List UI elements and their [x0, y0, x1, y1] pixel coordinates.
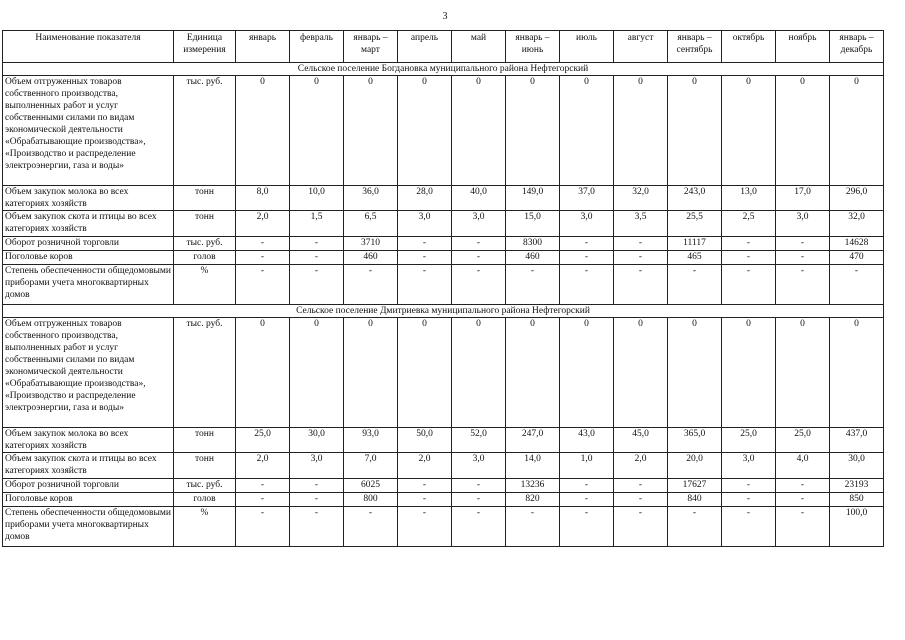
value-cell: 0 [776, 76, 830, 186]
value-cell: 93,0 [344, 428, 398, 453]
value-cell: - [722, 479, 776, 493]
value-cell: 0 [560, 76, 614, 186]
value-cell: - [344, 507, 398, 547]
header-month: август [614, 31, 668, 63]
value-cell: 32,0 [830, 211, 884, 237]
indicator-unit: тыс. руб. [174, 479, 236, 493]
table-body [3, 63, 884, 547]
table-row [3, 237, 884, 251]
indicator-unit: тыс. руб. [174, 237, 236, 251]
value-cell: 0 [560, 318, 614, 428]
value-cell: - [614, 265, 668, 305]
header-month: январь – сентябрь [668, 31, 722, 63]
header-month: июль [560, 31, 614, 63]
value-cell: 11117 [668, 237, 722, 251]
value-cell: - [776, 265, 830, 305]
value-cell: 460 [506, 251, 560, 265]
value-cell: 3710 [344, 237, 398, 251]
value-cell: 0 [614, 76, 668, 186]
value-cell: 40,0 [452, 186, 506, 211]
value-cell: - [668, 265, 722, 305]
value-cell: 2,0 [614, 453, 668, 479]
value-cell: 7,0 [344, 453, 398, 479]
value-cell: 0 [614, 318, 668, 428]
value-cell: 25,0 [776, 428, 830, 453]
indicator-name: Объем закупок скота и птицы во всех категориях хозяйств [3, 453, 174, 479]
value-cell: 0 [344, 76, 398, 186]
value-cell: 465 [668, 251, 722, 265]
indicator-unit: голов [174, 251, 236, 265]
value-cell: 50,0 [398, 428, 452, 453]
value-cell: - [560, 507, 614, 547]
value-cell: 3,0 [452, 453, 506, 479]
value-cell: 2,0 [398, 453, 452, 479]
value-cell: - [452, 479, 506, 493]
value-cell: 25,0 [236, 428, 290, 453]
value-cell: - [236, 265, 290, 305]
value-cell: 8300 [506, 237, 560, 251]
value-cell: 17,0 [776, 186, 830, 211]
table-row [3, 186, 884, 211]
value-cell: 0 [830, 318, 884, 428]
table-row [3, 251, 884, 265]
value-cell: 37,0 [560, 186, 614, 211]
value-cell: - [668, 507, 722, 547]
value-cell: 365,0 [668, 428, 722, 453]
value-cell: 149,0 [506, 186, 560, 211]
indicator-name: Поголовье коров [3, 493, 174, 507]
value-cell: 28,0 [398, 186, 452, 211]
value-cell: 470 [830, 251, 884, 265]
value-cell: 43,0 [560, 428, 614, 453]
value-cell: - [722, 251, 776, 265]
value-cell: 30,0 [830, 453, 884, 479]
value-cell: 32,0 [614, 186, 668, 211]
value-cell: 13236 [506, 479, 560, 493]
value-cell: 3,0 [560, 211, 614, 237]
table-row [3, 211, 884, 237]
value-cell: - [398, 507, 452, 547]
value-cell: 0 [506, 318, 560, 428]
value-cell: 13,0 [722, 186, 776, 211]
value-cell: 17627 [668, 479, 722, 493]
value-cell: 0 [776, 318, 830, 428]
indicator-unit: тыс. руб. [174, 76, 236, 186]
value-cell: 10,0 [290, 186, 344, 211]
value-cell: 437,0 [830, 428, 884, 453]
value-cell: 0 [236, 76, 290, 186]
value-cell: 840 [668, 493, 722, 507]
value-cell: 820 [506, 493, 560, 507]
value-cell: 100,0 [830, 507, 884, 547]
indicator-name: Степень обеспеченности общедомовыми приборами учета многоквартирных домов [3, 507, 174, 547]
value-cell: 243,0 [668, 186, 722, 211]
value-cell: 2,0 [236, 211, 290, 237]
value-cell: - [776, 507, 830, 547]
indicator-name: Объем закупок молока во всех категориях хозяйств [3, 428, 174, 453]
table-header-row [3, 31, 884, 63]
value-cell: - [452, 237, 506, 251]
value-cell: 0 [506, 76, 560, 186]
value-cell: 247,0 [506, 428, 560, 453]
value-cell: 1,0 [560, 453, 614, 479]
value-cell: 25,5 [668, 211, 722, 237]
indicator-unit: тыс. руб. [174, 318, 236, 428]
value-cell: - [506, 507, 560, 547]
value-cell: 0 [830, 76, 884, 186]
value-cell: - [722, 265, 776, 305]
value-cell: 0 [290, 76, 344, 186]
value-cell: 0 [398, 318, 452, 428]
header-month: январь – март [344, 31, 398, 63]
value-cell: - [614, 251, 668, 265]
value-cell: 3,0 [398, 211, 452, 237]
page-number: 3 [442, 11, 448, 22]
section-title: Сельское поселение Дмитриевка муниципального района Нефтегорский [3, 305, 884, 318]
value-cell: 36,0 [344, 186, 398, 211]
value-cell: - [236, 493, 290, 507]
value-cell: 0 [398, 76, 452, 186]
value-cell: 0 [668, 76, 722, 186]
indicator-unit: тонн [174, 453, 236, 479]
table-row [3, 493, 884, 507]
value-cell: - [398, 493, 452, 507]
value-cell: 3,5 [614, 211, 668, 237]
header-month: май [452, 31, 506, 63]
header-unit: Единица измерения [174, 31, 236, 63]
value-cell: - [614, 493, 668, 507]
value-cell: - [398, 237, 452, 251]
value-cell: 0 [452, 318, 506, 428]
value-cell: 0 [452, 76, 506, 186]
indicator-name: Степень обеспеченности общедомовыми приборами учета многоквартирных домов [3, 265, 174, 305]
value-cell: - [776, 251, 830, 265]
value-cell: - [722, 493, 776, 507]
value-cell: - [290, 493, 344, 507]
value-cell: 23193 [830, 479, 884, 493]
header-month: ноябрь [776, 31, 830, 63]
table-row [3, 76, 884, 186]
value-cell: 3,0 [776, 211, 830, 237]
value-cell: 0 [344, 318, 398, 428]
indicator-name: Объем отгруженных товаров собственного производства, выполненных работ и услуг собственными силами по видам экономической деятельности «Обрабатывающие производства», «Производство и распределение электроэнергии, газа и воды» [3, 318, 174, 428]
indicator-name: Объем закупок скота и птицы во всех категориях хозяйств [3, 211, 174, 237]
value-cell: 2,5 [722, 211, 776, 237]
value-cell: - [398, 479, 452, 493]
value-cell: 850 [830, 493, 884, 507]
table-row [3, 428, 884, 453]
value-cell: - [614, 507, 668, 547]
value-cell: - [722, 237, 776, 251]
value-cell: - [236, 507, 290, 547]
indicator-unit: % [174, 507, 236, 547]
value-cell: 0 [290, 318, 344, 428]
value-cell: - [560, 479, 614, 493]
header-name: Наименование показателя [3, 31, 174, 63]
value-cell: - [290, 251, 344, 265]
header-month: октябрь [722, 31, 776, 63]
value-cell: 0 [722, 76, 776, 186]
indicator-unit: тонн [174, 428, 236, 453]
value-cell: - [452, 265, 506, 305]
value-cell: 0 [236, 318, 290, 428]
value-cell: - [236, 237, 290, 251]
value-cell: 8,0 [236, 186, 290, 211]
table-row [3, 265, 884, 305]
section-header-row [3, 63, 884, 76]
value-cell: 15,0 [506, 211, 560, 237]
value-cell: 30,0 [290, 428, 344, 453]
value-cell: - [290, 237, 344, 251]
value-cell: - [722, 507, 776, 547]
value-cell: 20,0 [668, 453, 722, 479]
value-cell: - [452, 251, 506, 265]
value-cell: - [830, 265, 884, 305]
indicator-unit: тонн [174, 211, 236, 237]
indicator-name: Объем закупок молока во всех категориях хозяйств [3, 186, 174, 211]
value-cell: - [236, 479, 290, 493]
value-cell: - [290, 507, 344, 547]
value-cell: 296,0 [830, 186, 884, 211]
value-cell: 2,0 [236, 453, 290, 479]
indicator-name: Объем отгруженных товаров собственного производства, выполненных работ и услуг собственными силами по видам экономической деятельности «Обрабатывающие производства», «Производство и распределение электроэнергии, газа и воды» [3, 76, 174, 186]
value-cell: 0 [722, 318, 776, 428]
value-cell: - [560, 251, 614, 265]
value-cell: - [344, 265, 398, 305]
value-cell: 1,5 [290, 211, 344, 237]
header-month: январь – июнь [506, 31, 560, 63]
value-cell: 6025 [344, 479, 398, 493]
indicator-name: Поголовье коров [3, 251, 174, 265]
value-cell: - [560, 493, 614, 507]
indicator-name: Оборот розничной торговли [3, 237, 174, 251]
value-cell: - [398, 265, 452, 305]
value-cell: - [614, 237, 668, 251]
value-cell: 3,0 [452, 211, 506, 237]
value-cell: - [776, 479, 830, 493]
value-cell: - [776, 493, 830, 507]
table-row [3, 507, 884, 547]
indicators-table [2, 30, 884, 547]
value-cell: 3,0 [722, 453, 776, 479]
value-cell: - [290, 265, 344, 305]
value-cell: - [398, 251, 452, 265]
header-month: январь – декабрь [830, 31, 884, 63]
table-row [3, 453, 884, 479]
value-cell: - [506, 265, 560, 305]
value-cell: 0 [668, 318, 722, 428]
table-row [3, 318, 884, 428]
indicator-unit: голов [174, 493, 236, 507]
value-cell: 6,5 [344, 211, 398, 237]
value-cell: - [290, 479, 344, 493]
value-cell: - [236, 251, 290, 265]
indicator-unit: % [174, 265, 236, 305]
header-month: апрель [398, 31, 452, 63]
value-cell: 14,0 [506, 453, 560, 479]
section-header-row [3, 305, 884, 318]
header-month: февраль [290, 31, 344, 63]
value-cell: - [560, 237, 614, 251]
value-cell: 45,0 [614, 428, 668, 453]
value-cell: 3,0 [290, 453, 344, 479]
value-cell: 14628 [830, 237, 884, 251]
value-cell: - [452, 493, 506, 507]
value-cell: 52,0 [452, 428, 506, 453]
indicator-unit: тонн [174, 186, 236, 211]
value-cell: - [452, 507, 506, 547]
value-cell: - [776, 237, 830, 251]
section-title: Сельское поселение Богдановка муниципального района Нефтегорский [3, 63, 884, 76]
value-cell: - [614, 479, 668, 493]
header-month: январь [236, 31, 290, 63]
indicator-name: Оборот розничной торговли [3, 479, 174, 493]
value-cell: 4,0 [776, 453, 830, 479]
value-cell: 800 [344, 493, 398, 507]
table-row [3, 479, 884, 493]
value-cell: 25,0 [722, 428, 776, 453]
value-cell: - [560, 265, 614, 305]
value-cell: 460 [344, 251, 398, 265]
